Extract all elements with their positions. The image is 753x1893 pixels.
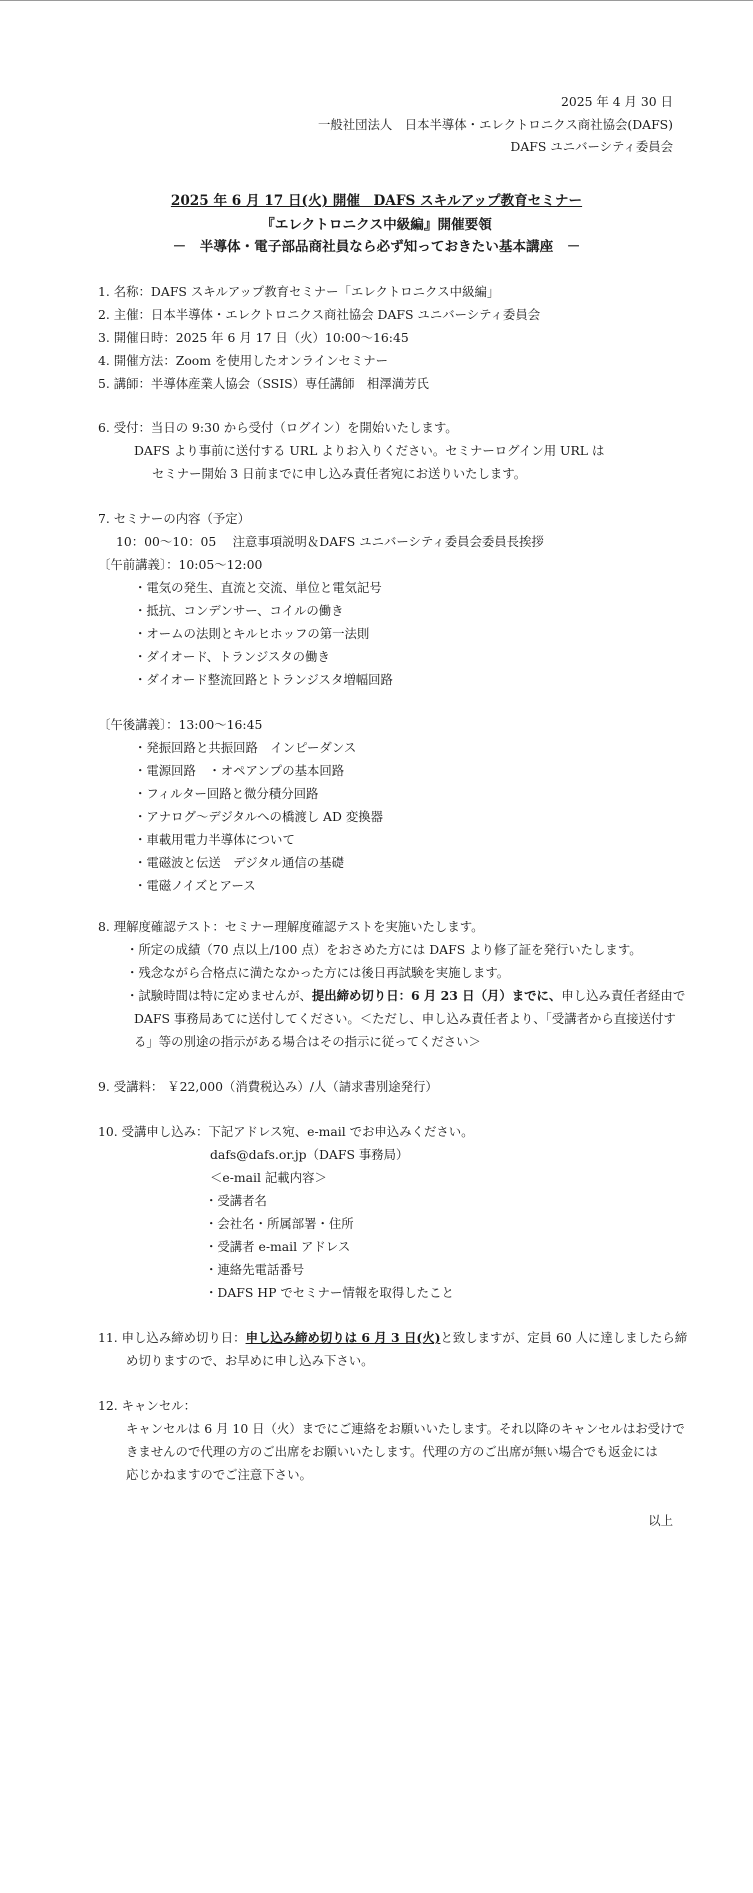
item-7-opening: 10：00～10：05 注意事項説明＆DAFS ユニバーシティ委員会委員長挨拶 <box>116 534 544 549</box>
pm-topic: ・フィルター回路と微分積分回路 <box>134 786 319 801</box>
item-8-submit: DAFS 事務局あてに送付してください。＜ただし、申し込み責任者より、「受講者から直接送付す <box>134 1011 676 1026</box>
email-contents-heading: ＜e-mail 記載内容＞ <box>210 1170 327 1185</box>
item-12-heading: 12. キャンセル： <box>98 1398 196 1413</box>
item-8-retest: ・残念ながら合格点に満たなかった方には後日再試験を実施します。 <box>126 965 510 980</box>
closing-mark: 以上 <box>648 1513 673 1528</box>
item-8-test: 8. 理解度確認テスト：セミナー理解度確認テストを実施いたします。 <box>98 919 484 934</box>
pm-lecture-heading: 〔午後講義〕：13:00～16:45 <box>98 717 263 732</box>
email-field-item: ・受講者名 <box>205 1193 267 1208</box>
item-11-label: 11. 申し込み締め切り日： <box>98 1330 246 1345</box>
seminar-title-line3: － 半導体・電子部品商社員なら必ず知っておきたい基本講座 － <box>172 239 581 255</box>
item-11-deadline-bold: 申し込み締め切りは 6 月 3 日(火) <box>245 1330 441 1345</box>
seminar-title-line1: 2025 年 6 月 17 日(火) 開催 DAFS スキルアップ教育セミナー <box>170 193 583 209</box>
pm-topic: ・発振回路と共振回路 インピーダンス <box>134 740 357 755</box>
item-3-datetime: 3. 開催日時：2025 年 6 月 17 日（火）10:00～16:45 <box>98 330 409 345</box>
pm-topic: ・電磁ノイズとアース <box>134 878 256 893</box>
item-11-suffix: と致しますが、定員 60 人に達しましたら締 <box>440 1330 688 1345</box>
item-10-application: 10. 受講申し込み：下記アドレス宛、e-mail でお申込みください。 <box>98 1124 474 1139</box>
item-11-deadline-line <box>98 1328 687 1348</box>
am-topic: ・抵抗、コンデンサー、コイルの働き <box>134 603 344 618</box>
top-border <box>0 0 753 1</box>
item-8-certificate: ・所定の成績（70 点以上/100 点）をおさめた方には DAFS より修了証を発行いたします。 <box>126 942 642 957</box>
item-8-deadline-prefix: ・試験時間は特に定めませんが、 <box>126 988 312 1003</box>
item-6-detail-2: セミナー開始 3 日前までに申し込み責任者宛にお送りいたします。 <box>152 466 527 481</box>
am-topic: ・ダイオード整流回路とトランジスタ増幅回路 <box>134 672 393 687</box>
seminar-title-line2: 『エレクトロニクス中級編』開催要領 <box>261 217 492 233</box>
item-12-cancel-2: きませんので代理の方のご出席をお願いいたします。代理の方のご出席が無い場合でも返金には <box>126 1444 658 1459</box>
item-1-name: 1. 名称：DAFS スキルアップ教育セミナー「エレクトロニクス中級編」 <box>98 284 500 299</box>
am-topic: ・オームの法則とキルヒホッフの第一法則 <box>134 626 370 641</box>
email-field-item: ・連絡先電話番号 <box>205 1262 305 1277</box>
item-5-lecturer: 5. 講師：半導体産業人協会（SSIS）専任講師 相澤満芳氏 <box>98 376 429 391</box>
pm-topic: ・車載用電力半導体について <box>134 832 295 847</box>
item-2-host: 2. 主催：日本半導体・エレクトロニクス商社協会 DAFS ユニバーシティ委員会 <box>98 307 541 322</box>
issue-date: 2025 年 4 月 30 日 <box>560 94 673 109</box>
item-8-deadline-suffix: 申し込み責任者経由で <box>561 988 686 1003</box>
am-topic: ・ダイオード、トランジスタの働き <box>134 649 330 664</box>
email-field-item: ・会社名・所属部署・住所 <box>205 1216 354 1231</box>
pm-topic: ・電磁波と伝送 デジタル通信の基礎 <box>134 855 344 870</box>
item-12-cancel-1: キャンセルは 6 月 10 日（火）までにご連絡をお願いいたします。それ以降のキャンセルはお受けで <box>126 1421 685 1436</box>
item-8-note: る」等の別途の指示がある場合はその指示に従ってください＞ <box>134 1034 481 1049</box>
item-8-deadline-bold: 提出締め切り日：6 月 23 日（月）までに、 <box>311 988 562 1003</box>
item-12-cancel-3: 応じかねますのでご注意下さい。 <box>126 1467 312 1482</box>
am-lecture-heading: 〔午前講義〕：10:05～12:00 <box>98 557 263 572</box>
item-7-heading: 7. セミナーの内容（予定） <box>98 511 251 526</box>
item-11-detail: め切りますので、お早めに申し込み下さい。 <box>126 1353 374 1368</box>
pm-topic: ・電源回路 ・オペアンプの基本回路 <box>134 763 345 778</box>
application-email[interactable]: dafs@dafs.or.jp（DAFS 事務局） <box>210 1147 409 1162</box>
issuer-organization: 一般社団法人 日本半導体・エレクトロニクス商社協会(DAFS) <box>317 117 673 132</box>
item-6-detail-1: DAFS より事前に送付する URL よりお入りください。セミナーログイン用 URL は <box>134 443 605 458</box>
item-4-method: 4. 開催方法：Zoom を使用したオンラインセミナー <box>98 353 389 368</box>
item-8-deadline-line <box>126 986 685 1006</box>
item-6-reception: 6. 受付：当日の 9:30 から受付（ログイン）を開始いたします。 <box>98 420 458 435</box>
am-topic: ・電気の発生、直流と交流、単位と電気記号 <box>134 580 382 595</box>
email-field-item: ・受講者 e-mail アドレス <box>205 1239 351 1254</box>
item-9-fee: 9. 受講料： ￥22,000（消費税込み）/人（請求書別途発行） <box>98 1079 438 1094</box>
pm-topic: ・アナログ～デジタルへの橋渡し AD 変換器 <box>134 809 384 824</box>
issuer-committee: DAFS ユニバーシティ委員会 <box>510 139 673 154</box>
email-field-item: ・DAFS HP でセミナー情報を取得したこと <box>205 1285 454 1300</box>
